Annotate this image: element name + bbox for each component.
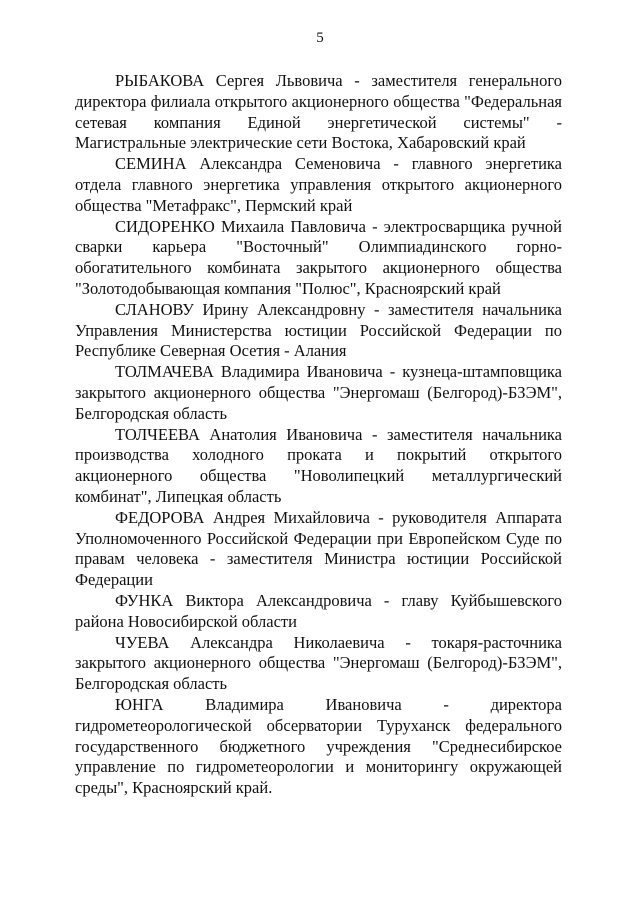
award-entry: ФЕДОРОВА Андрея Михайловича - руководителя Аппарата Уполномоченного Российской Федерации при Европейском Суде по правам человека - заместителя Министра юстиции Российской Федерации xyxy=(75,507,562,590)
document-body xyxy=(75,71,562,799)
award-entry: ФУНКА Виктора Александровича - главу Куйбышевского района Новосибирской области xyxy=(75,590,562,631)
award-entry: СЛАНОВУ Ирину Александровну - заместителя начальника Управления Министерства юстиции Российской Федерации по Республике Северная Осетия - Алания xyxy=(75,299,562,361)
award-entry: СИДОРЕНКО Михаила Павловича - электросварщика ручной сварки карьера "Восточный" Олимпиадинского горно-обогатительного комбината закрытого акционерного общества "Золотодобывающая компания "Полюс", Красноярский край xyxy=(75,216,562,298)
award-entry: ТОЛЧЕЕВА Анатолия Ивановича - заместителя начальника производства холодного проката и покрытий открытого акционерного общества "Новолипецкий металлургический комбинат", Липецкая область xyxy=(75,424,562,506)
award-entry: СЕМИНА Александра Семеновича - главного энергетика отдела главного энергетика управления открытого акционерного общества "Метафракс", Пермский край xyxy=(75,154,562,215)
award-entry: ТОЛМАЧЕВА Владимира Ивановича - кузнеца-штамповщика закрытого акционерного общества "Энергомаш (Белгород)-БЗЭМ", Белгородская область xyxy=(75,362,562,423)
award-entry: РЫБАКОВА Сергея Львовича - заместителя генерального директора филиала открытого акционерного общества "Федеральная сетевая компания Единой энергетической системы" - Магистральные электрические сети Востока, Хабаровский край xyxy=(75,71,562,153)
page-number: 5 xyxy=(316,30,324,46)
award-entry: ЮНГА Владимира Ивановича - директора гидрометеорологической обсерватории Туруханск федерального государственного бюджетного учреждения "Среднесибирское управление по гидрометеорологии и мониторингу окружающей среды", Красноярский край. xyxy=(75,694,562,798)
award-entry: ЧУЕВА Александра Николаевича - токаря-расточника закрытого акционерного общества "Энергомаш (Белгород)-БЗЭМ", Белгородская область xyxy=(75,632,562,694)
